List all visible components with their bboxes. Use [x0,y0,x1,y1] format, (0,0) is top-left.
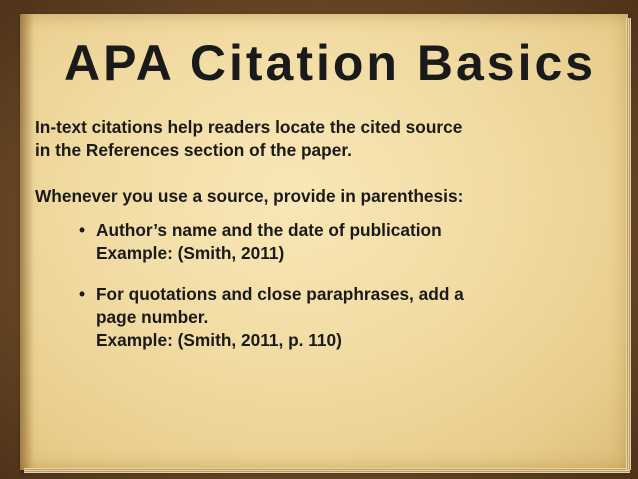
bullet-item-author-date [35,219,620,265]
bullet-line: Author’s name and the date of publication [96,220,442,240]
page-stack-edge-right [626,18,631,470]
intro-line: in the References section of the paper. [35,140,352,160]
intro-line: In-text citations help readers locate the cited source [35,117,463,137]
bullet-line: For quotations and close paraphrases, add a [96,284,464,304]
page-stack-edge-bottom [24,468,630,473]
bullet-icon: • [79,220,86,240]
bullet-item-quotations [35,283,620,352]
bullet-example: Example: (Smith, 2011, p. 110) [96,330,342,350]
lead-paragraph: Whenever you use a source, provide in parenthesis: [35,186,464,206]
page-binding-shadow [20,14,34,470]
bullet-icon: • [79,284,86,304]
slide-body [35,116,620,370]
intro-paragraph [35,116,620,162]
slide-title: APA Citation Basics [64,35,597,91]
bullet-example: Example: (Smith, 2011) [96,243,285,263]
bullet-list [35,219,620,352]
bullet-line: page number. [96,307,209,327]
